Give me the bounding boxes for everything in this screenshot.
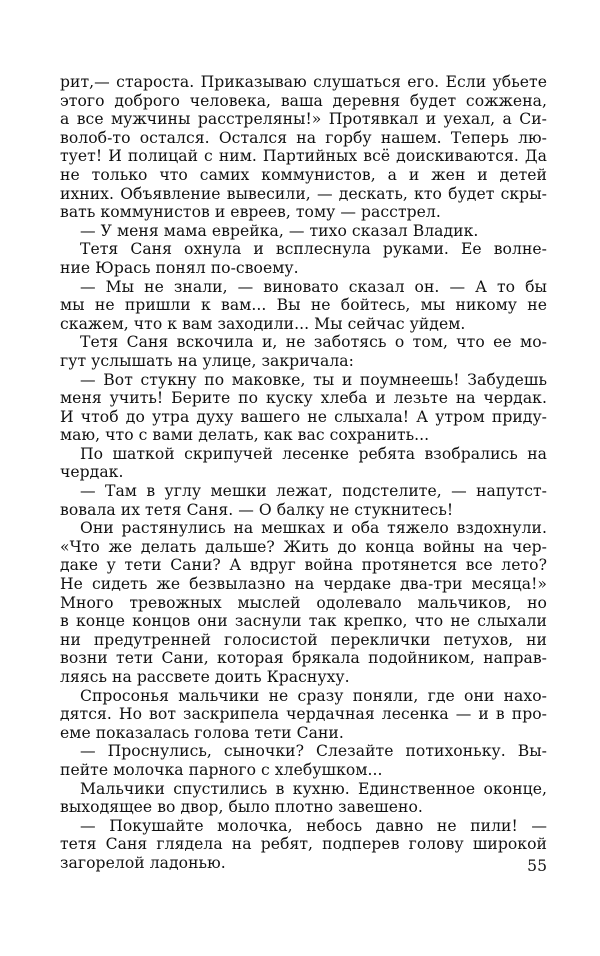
text-line: меня учить! Берите по куску хлеба и лезьте на чердак. <box>60 389 547 408</box>
text-line: скажем, что к вам заходили... Мы сейчас уйдем. <box>60 314 466 333</box>
text-line: рит,— староста. Приказываю слушаться его. Если убьете <box>60 73 547 91</box>
text-line: тетя Саня глядела на ребят, подперев голову широкой <box>60 835 547 854</box>
text-line: пейте молочка парного с хлебушком... <box>60 760 383 779</box>
text-line: ни предутренней голосистой переклички петухов, ни <box>60 630 547 649</box>
text-line: еме показалась голова тети Сани. <box>60 723 344 742</box>
text-line: Они растянулись на мешках и оба тяжело вздохнули. <box>80 519 547 538</box>
text-line: выходящее во двор, было плотно завешено. <box>60 798 423 817</box>
text-line: чердак. <box>60 463 124 482</box>
text-line: — Вот стукну по маковке, ты и поумнеешь! Забудешь <box>80 370 547 389</box>
text-line: Спросонья мальчики не сразу поняли, где они нахо- <box>80 686 547 705</box>
text-line: Не сидеть же безвылазно на чердаке два-три месяца!» <box>60 575 547 594</box>
text-line: — Покушайте молочка, небось давно не пили! — <box>80 816 547 835</box>
text-line: — У меня мама еврейка, — тихо сказал Владик. <box>80 221 479 240</box>
text-line: гут услышать на улице, закричала: <box>60 351 354 370</box>
page-number: 55 <box>527 857 547 875</box>
text-line: «Что же делать дальше? Жить до конца войны на чер- <box>60 537 547 556</box>
text-line: По шаткой скрипучей лесенке ребята взобрались на <box>80 444 547 463</box>
text-line: загорелой ладонью. <box>60 853 226 872</box>
text-line: возни тети Сани, которая брякала подойником, направ- <box>60 649 547 668</box>
text-line: дятся. Но вот заскрипела чердачная лесенка — и в про- <box>60 705 547 724</box>
text-line: вовала их тетя Саня. — О балку не стукнитесь! <box>60 500 454 519</box>
text-line: — Проснулись, сыночки? Слезайте потихоньку. Вы- <box>80 742 547 761</box>
text-line: ляясь на рассвете доить Краснуху. <box>60 668 350 686</box>
text-line: не только что самих коммунистов, а и жен и детей <box>60 165 547 184</box>
text-line: даке у тети Сани? А вдруг война протянется все лето? <box>60 556 547 575</box>
text-line: вать коммунистов и евреев, тому — расстрел. <box>60 203 441 222</box>
text-line: Тетя Саня охнула и всплеснула руками. Ее волне- <box>80 240 547 259</box>
text-line: в конце концов они заснули так крепко, что не слыхали <box>60 612 547 631</box>
text-line: Много тревожных мыслей одолевало мальчиков, но <box>60 593 547 612</box>
text-line: мы не пришли к вам... Вы не бойтесь, мы никому не <box>60 296 547 315</box>
text-line: Тетя Саня вскочила и, не заботясь о том, что ее мо- <box>80 333 547 352</box>
text-line: — Мы не знали, — виновато сказал он. — А то бы <box>80 277 547 296</box>
text-line: ихних. Объявление вывесили, — дескать, кто будет скры- <box>60 184 547 203</box>
text-line: а все мужчины расстреляны!» Протявкал и уехал, а Си- <box>60 110 547 129</box>
page-body-text <box>60 73 547 873</box>
text-line: ние Юрась понял по-своему. <box>60 258 299 277</box>
text-line: — Там в углу мешки лежат, подстелите, — напутст- <box>80 482 547 501</box>
text-line: волоб-то остался. Остался на горбу нашем. Теперь лю- <box>60 128 547 147</box>
text-line: этого доброго человека, ваша деревня будет сожжена, <box>60 91 547 110</box>
text-line: Мальчики спустились в кухню. Единственное оконце, <box>80 779 547 798</box>
text-line: тует! И полицай с ним. Партийных всё доискиваются. Да <box>60 147 547 166</box>
text-line: И чтоб до утра духу вашего не слыхала! А утром приду- <box>60 407 547 426</box>
text-line: маю, что с вами делать, как вас сохранить... <box>60 426 430 445</box>
